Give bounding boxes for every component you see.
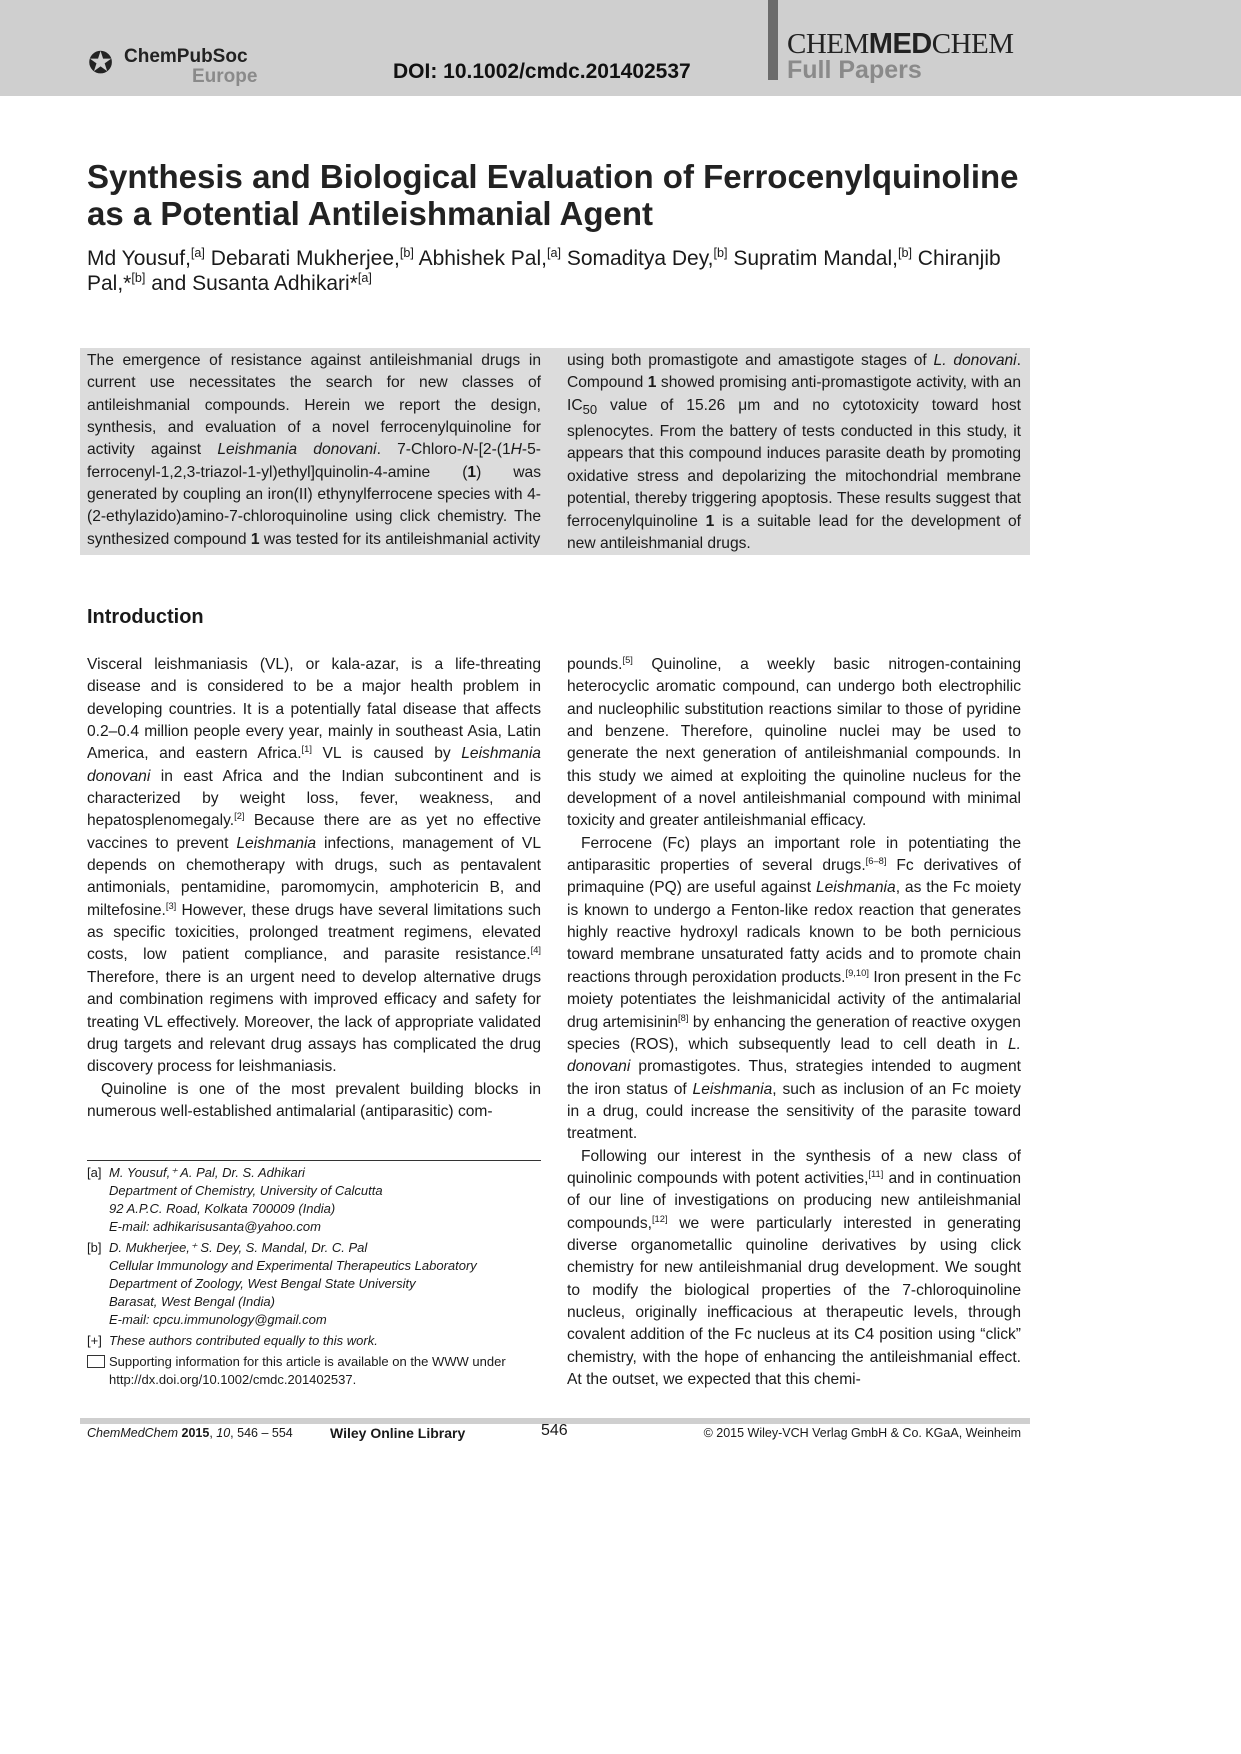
text-run: . 7-Chloro- [376,441,463,459]
paragraph [87,654,541,1079]
doi[interactable]: DOI: 10.1002/cmdc.201402537 [393,60,691,83]
footnote-a [87,1164,547,1236]
text-run: and in continuation of our line of investigations on producing new antileishmanial compounds, [567,1169,1021,1232]
journal-name-b: MED [868,28,932,60]
text-run: pounds. [567,656,623,673]
page-number: 546 [541,1422,568,1439]
article-type: Full Papers [787,56,922,84]
supporting-info-link[interactable]: http://dx.doi.org/10.1002/cmdc.201402537. [109,1372,357,1387]
text-run: 1 [467,463,477,481]
text-run: Therefore, there is an urgent need to develop alternative drugs and combination regimens with improved efficacy and safety for treating VL effectively. Moreover, the lack of appropriate validated drug targets and relevant drug assays has complicated the drug discovery process for leishmaniasis. [87,968,541,1076]
computer-icon [87,1355,105,1368]
footnote-email[interactable]: E-mail: cpcu.immunology@gmail.com [109,1312,327,1327]
footnote-rule [87,1160,541,1161]
text-run: The emergence of resistance against antileishmanial drugs in current use necessitates the search for new classes of antileishmanial compounds. Herein we report the design, synthesis, and evaluation of a novel ferrocenylquinoline for activity against [87,352,541,459]
section-heading-introduction: Introduction [87,606,204,628]
copyright: © 2015 Wiley-VCH Verlag GmbH & Co. KGaA, Weinheim [703,1426,1021,1440]
text-run: Following our interest in the synthesis of a new class of quinolinic compounds with potent activities, [567,1147,1021,1187]
text-run: . Compound [567,352,1021,392]
intro-left-column [87,654,541,1123]
reference-superscript: [b] [399,246,414,260]
reference-superscript: [b] [131,271,146,285]
reference-superscript: [5] [622,654,633,665]
footnote-plus [87,1332,547,1350]
reference-superscript: [3] [165,900,177,911]
reference-superscript: [8] [678,1012,689,1023]
text-run: Leishmania [236,834,317,852]
reference-superscript: [1] [301,744,312,755]
text-run: Because there are as yet no effective vaccines to prevent [87,812,541,852]
text-run: Fc derivatives of primaquine (PQ) are useful against [567,857,1021,897]
text-run: Visceral leishmaniasis (VL), or kala-azar, is a life-threating disease and is considered to be a major health problem in developing countries. It is a potentially fatal disease that affects 0.2–0.4 million people every year, mainly in southeast Asia, Latin America, and eastern Africa. [87,656,541,763]
wiley-online-library-link[interactable]: Wiley Online Library [330,1425,466,1441]
text-run: showed promising anti-promastigote activity, with an IC [567,374,1021,414]
text-run: -[2-(1 [473,441,511,459]
text-run: Iron present in the Fc moiety potentiates the leishmanicidal activity of the antimalarial drug artemisinin [567,968,1021,1031]
paragraph [567,833,1021,1146]
reference-superscript: [b] [897,246,912,260]
supporting-info [87,1353,547,1389]
footnote-label: [a] [87,1165,102,1180]
journal-bar [768,0,778,80]
footnote-line: These authors contributed equally to this work. [109,1333,378,1348]
text-run: ) was generated by coupling an iron(II) ethynylferrocene species with 4-(2-ethylazido)amino-7-chloroquinoline using click chemistry. The synthesized compound [87,463,541,548]
footnote-line: M. Yousuf,⁺ A. Pal, Dr. S. Adhikari [109,1165,305,1180]
footnote-b [87,1239,547,1329]
text-run: Leishmania donovani [217,441,377,459]
footer-year: 2015 [181,1426,210,1440]
paragraph [567,350,1021,555]
abstract-left [87,350,541,551]
text-run: 1 [250,530,260,548]
text-run: infections, management of VL depends on chemotherapy with drugs, such as pentavalent antimonials, pentamidine, paromomycin, amphotericin B, and miltefosine. [87,834,541,919]
page-header [0,0,1241,96]
paragraph [567,1146,1021,1392]
reference-superscript: [b] [713,246,728,260]
reference-superscript: [a] [357,271,372,285]
journal-name-c: CHEM [931,28,1014,60]
text-run: Leishmania [815,879,896,897]
text-run: Somaditya Dey, [561,247,714,270]
text-run: L. donovani [567,1035,1021,1076]
text-run: by enhancing the generation of reactive oxygen species (ROS), which subsequently lead to cell death in [567,1013,1021,1053]
text-run: Supratim Mandal, [727,247,898,270]
footnote-label: [+] [87,1333,102,1348]
text-run: Md Yousuf, [87,247,191,270]
text-run: , such as inclusion of an Fc moiety in a drug, could increase the sensitivity of the parasite toward treatment. [567,1080,1021,1143]
stars-logo-icon: ✪ [88,47,114,80]
abstract-right [567,350,1021,555]
chempubsoc-logo [88,44,258,88]
text-run: in east Africa and the Indian subcontinent and is characterized by weight loss, fever, weakness, and hepatosplenomegaly. [87,767,541,830]
paragraph [567,654,1021,833]
text-run: Abhishek Pal, [413,247,547,270]
text-run: -5-ferrocenyl-1,2,3-triazol-1-yl)ethyl]quinolin-4-amine ( [87,441,541,481]
intro-right-column [567,654,1021,1391]
reference-superscript: [11] [868,1168,884,1179]
text-run: Quinoline, a weekly basic nitrogen-containing heterocyclic aromatic compound, can undergo both electrophilic and nucleophilic substitution reactions similar to those of pyridine and benzene. Therefore, quinoline nuclei may be used to generate the next generation of antileishmanial compounds. In this study we aimed at exploiting the quinoline nucleus for the development of a novel antileishmanial compound with minimal toxicity and greater antileishmanial efficacy. [567,656,1021,830]
footnote-line: Department of Chemistry, University of Calcutta [109,1183,383,1198]
text-run: was tested for its antileishmanial activity [259,530,541,548]
author-list [87,246,1047,296]
text-run: Debarati Mukherjee, [204,247,400,270]
footer-pages: , 546 – 554 [230,1426,293,1440]
reference-superscript: [4] [530,945,541,956]
logo-line2: Europe [192,66,258,87]
footnote-line: Department of Zoology, West Bengal State University [109,1276,416,1291]
text-run: and Susanta Adhikari* [145,272,358,295]
text-run: value of 15.26 μm and no cytotoxicity toward host splenocytes. From the battery of tests conducted in this study, it appears that this compound induces parasite death by promoting oxidative stress and depolarizing the mitochondrial membrane potential, thereby triggering apoptosis. These results suggest that ferrocenylquinoline [567,396,1021,530]
paragraph [87,1079,541,1124]
text-run: we were particularly interested in generating diverse organometallic quinoline derivatives by using click chemistry for new antileishmanial drug development. We sought to modify the biological properties of the 7-chloroquinoline nucleus, originally inefficacious at therapeutic levels, through covalent addition of the Fc nucleus at its C4 position using “click” chemistry, with the hope of enhancing the antileishmanial effect. At the outset, we expected that this chemi- [567,1214,1021,1388]
footnote-line: Barasat, West Bengal (India) [109,1294,275,1309]
reference-superscript: [a] [190,246,205,260]
reference-superscript: [9,10] [845,967,869,978]
reference-superscript: [a] [546,246,561,260]
text-run: , as the Fc moiety is known to undergo a Fenton-like redox reaction that generates highly reactive hydroxyl radicals known to be both pernicious toward membrane unsaturated fatty acids and to promote chain reactions through peroxidation products. [567,879,1021,986]
footnotes [87,1164,547,1392]
footnote-label: [b] [87,1240,102,1255]
logo-line1: ChemPubSoc [124,46,248,67]
text-run: Quinoline is one of the most prevalent building blocks in numerous well-established antimalarial (antiparasitic) com- [87,1080,541,1120]
footer-citation: ChemMedChem 2015, 10, 546 – 554 [87,1426,293,1440]
text-run: 50 [582,401,598,417]
footer-journal: ChemMedChem [87,1426,179,1440]
text-run: is a suitable lead for the development of new antileishmanial drugs. [567,512,1021,552]
reference-superscript: [6–8] [865,855,887,866]
article-title: Synthesis and Biological Evaluation of Ferrocenylquinoline as a Potential Antileishmanial Agent [87,158,1019,232]
text-run: However, these drugs have several limitations such as specific toxicities, prolonged treatment regimens, elevated costs, low patient compliance, and parasite resistance. [87,901,541,964]
footnote-line: 92 A.P.C. Road, Kolkata 700009 (India) [109,1201,336,1216]
footnote-line: Cellular Immunology and Experimental Therapeutics Laboratory [109,1258,477,1273]
supporting-info-text: Supporting information for this article is available on the WWW under [109,1354,506,1369]
text-run: L. donovani [933,352,1017,369]
text-run: using both promastigote and amastigote stages of [567,352,934,369]
text-run: 1 [705,512,715,530]
text-run: H [510,441,522,459]
text-run: Chiranjib Pal,* [87,247,1001,295]
text-run: N [462,441,474,459]
text-run: 1 [647,374,657,392]
text-run: Ferrocene (Fc) plays an important role in potentiating the antiparasitic properties of several drugs. [567,834,1021,875]
paragraph [87,350,541,551]
text-run: VL is caused by [311,745,462,763]
text-run: promastigotes. Thus, strategies intended to augment the iron status of [567,1058,1021,1098]
footer-volume: 10 [216,1426,231,1440]
footnote-email[interactable]: E-mail: adhikarisusanta@yahoo.com [109,1219,321,1234]
text-run: Leishmania donovani [87,745,541,785]
journal-name-a: CHEM [787,28,869,60]
footnote-line: D. Mukherjee,⁺ S. Dey, S. Mandal, Dr. C. Pal [109,1240,368,1255]
text-run: Leishmania [692,1080,773,1098]
reference-superscript: [12] [651,1213,668,1224]
reference-superscript: [2] [234,811,245,822]
